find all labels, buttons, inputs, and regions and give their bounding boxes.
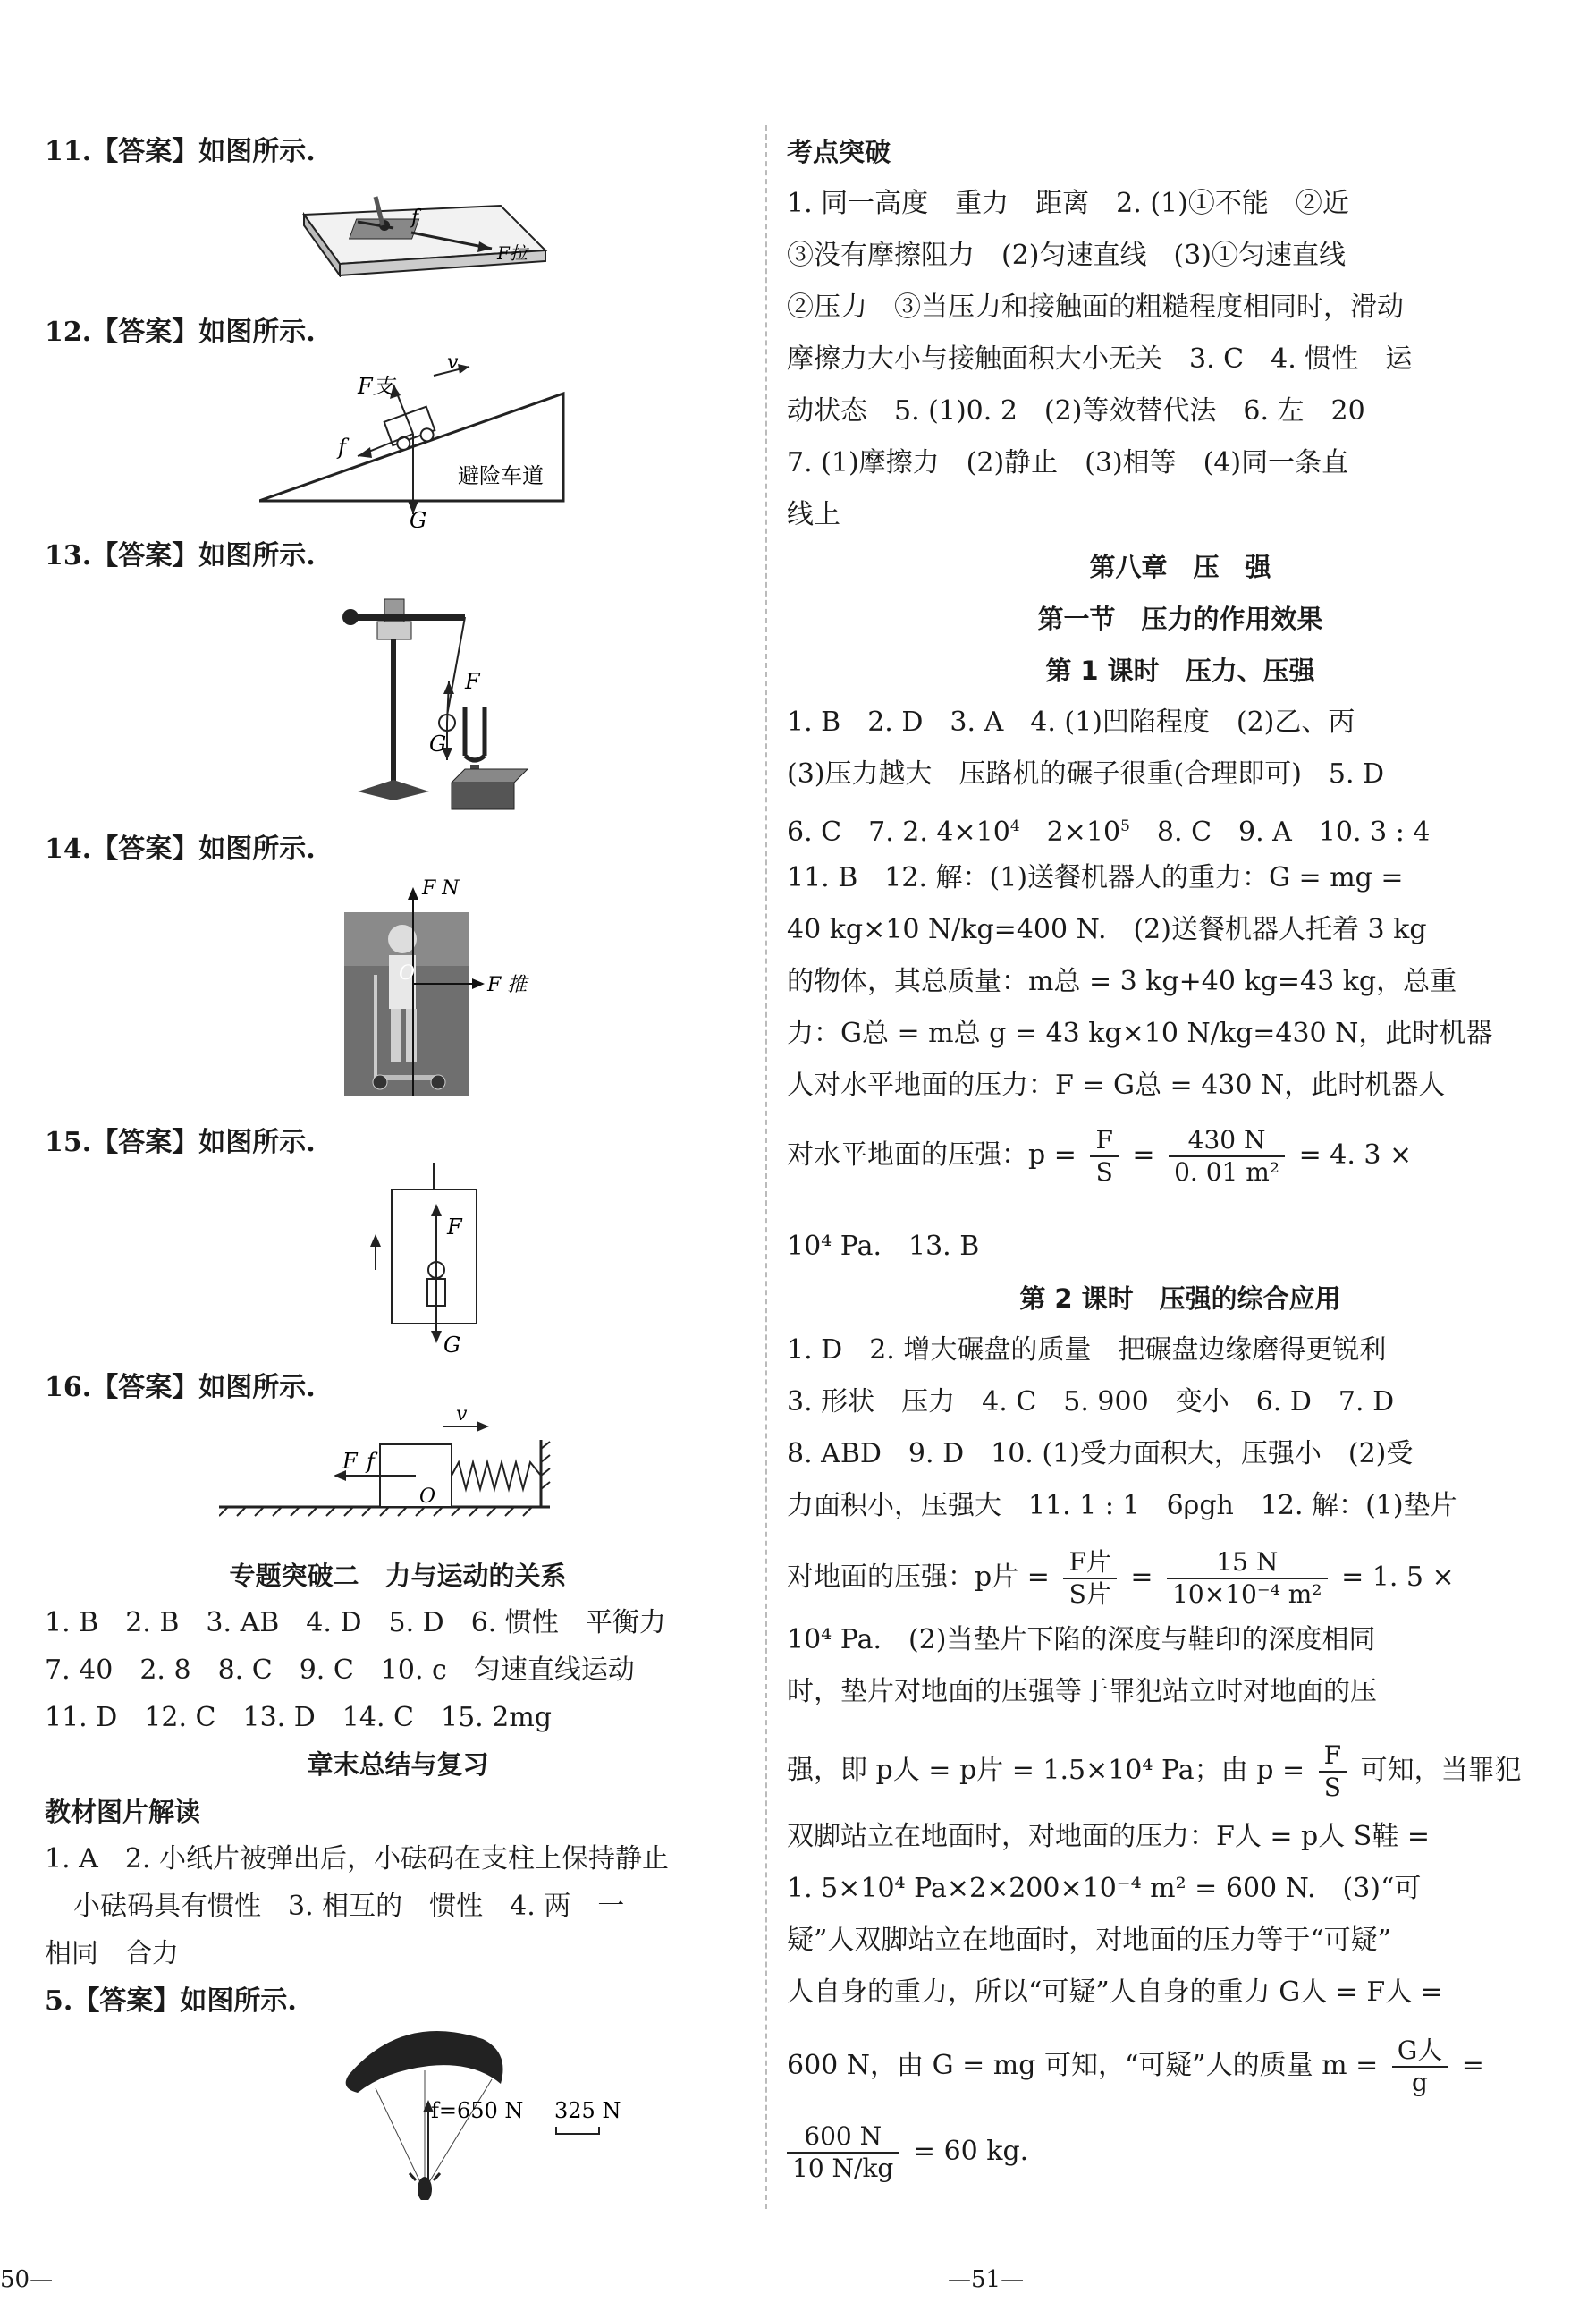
fraction-600N-over-10Nkg: $\frac{600 N}{10 N/kg}$	[787, 2121, 899, 2184]
fig12-G-label: G	[410, 508, 427, 528]
fig13-F-label: F	[465, 669, 480, 694]
lesson1-line-6: 的物体，其总质量：m总 = 3 kg+40 kg=43 kg，总重	[787, 966, 1457, 997]
lesson2-line-10: 1. 5×10⁴ Pa×2×200×10⁻⁴ m² = 600 N. (3)“可	[787, 1873, 1422, 1904]
section-1-title: 第一节 压力的作用效果	[1037, 604, 1323, 634]
fig15-F-label: F	[447, 1214, 462, 1240]
column-divider	[765, 125, 767, 2209]
lesson2-line-11: 疑”人双脚站立在地面时，对地面的压力等于“可疑”	[787, 1925, 1392, 1956]
fig5-scale-label: 325 N	[554, 2098, 621, 2123]
answer-11: 11.【答案】如图所示.	[45, 136, 316, 167]
lesson1-line-8: 人对水平地面的压力：F = G总 = 430 N，此时机器人	[787, 1070, 1446, 1101]
lesson1-line-2: (3)压力越大 压路机的碾子很重(合理即可) 5. D	[787, 758, 1385, 790]
topic2-line-1: 1. B 2. B 3. AB 4. D 5. D 6. 惯性 平衡力	[45, 1607, 666, 1638]
answer-16: 16.【答案】如图所示.	[45, 1372, 316, 1403]
lesson1-line-4: 11. B 12. 解：(1)送餐机器人的重力：G = mg =	[787, 862, 1404, 893]
figure-16-block-and-spring	[219, 1404, 612, 1520]
topic2-line-3: 11. D 12. C 13. D 14. C 15. 2mg	[45, 1702, 552, 1733]
figure-15-person-in-elevator	[331, 1163, 510, 1368]
fig5-f-label: f=650 N	[431, 2098, 524, 2123]
lesson1-line-3: 6. C 7. 2. $4\times 10^4$ $2\times 10^5$ 8. C 9. A 10. 3 : 4	[787, 817, 1431, 848]
figure-11-box-on-table	[286, 179, 554, 277]
fig12-v-label: v	[447, 351, 459, 374]
fraction-430N-over-area: $\frac{430 N}{\text{0. 01 m²}}$	[1169, 1125, 1285, 1188]
textbook-line-2: 小砝码具有惯性 3. 相互的 惯性 4. 两 一	[73, 1891, 625, 1922]
lesson2-line-9: 双脚站立在地面时，对地面的压力：F人 = p人 S鞋 =	[787, 1821, 1430, 1852]
fraction-F-over-S-2: $\frac{F}{S}$	[1319, 1740, 1347, 1803]
figure-12-escape-ramp	[259, 349, 581, 528]
answer-14: 14.【答案】如图所示.	[45, 834, 316, 865]
chapter-8-title: 第八章 压 强	[1089, 552, 1271, 582]
lesson1-line-9-formula: 对水平地面的压强：p = $\frac{F}{S}$ = $\frac{430 N}{\text{0. 01 m²}}$ = 4. 3 ×	[787, 1125, 1413, 1187]
lesson2-line-3: 8. ABD 9. D 10. (1)受力面积大，压强小 (2)受	[787, 1438, 1414, 1469]
lesson2-line-5-formula: 对地面的压强：p片 = $\frac{\text{F片}}{\text{S片}}$ = $\frac{15 N}{\text{10×10⁻⁴ m²}}$ = 1. 5 ×	[787, 1547, 1455, 1609]
textbook-title: 教材图片解读	[45, 1797, 201, 1827]
lesson1-line-1: 1. B 2. D 3. A 4. (1)凹陷程度 (2)乙、丙	[787, 707, 1355, 738]
figure-13-stand-tuning-fork	[295, 581, 563, 823]
figure-14-child-on-scooter	[295, 876, 563, 1109]
textbook-line-1: 1. A 2. 小纸片被弹出后，小砝码在支柱上保持静止	[45, 1843, 669, 1875]
fig16-F-label: F	[342, 1449, 358, 1474]
lesson2-line-8-formula: 强，即 p人 = p片 = 1.5×10⁴ Pa；由 p = $\frac{F}{S}$ 可知，当罪犯	[787, 1740, 1522, 1802]
fig14-O-label: O	[399, 962, 416, 985]
lesson2-line-2: 3. 形状 压力 4. C 5. 900 变小 6. D 7. D	[787, 1386, 1395, 1418]
textbook-line-3: 相同 合力	[45, 1938, 179, 1969]
lesson2-line-4: 力面积小，压强大 11. 1 : 1 6ρgh 12. 解：(1)垫片	[787, 1490, 1457, 1521]
fig16-v-label: v	[456, 1404, 468, 1426]
summary-title: 章末总结与复习	[307, 1749, 489, 1780]
lesson2-line-6: 10⁴ Pa. (2)当垫片下陷的深度与鞋印的深度相同	[787, 1624, 1376, 1655]
lesson2-line-13-formula: 600 N，由 G = mg 可知，“可疑”人的质量 m = $\frac{\text{G人}}{g}$ =	[787, 2035, 1484, 2097]
fig12-road-label: 避险车道	[458, 463, 544, 488]
fraction-Fpian-over-Spian: $\frac{\text{F片}}{\text{S片}}$	[1063, 1547, 1116, 1610]
lesson1-line-10: 10⁴ Pa. 13. B	[787, 1231, 980, 1262]
fig11-F-label: F拉	[497, 242, 528, 264]
fraction-F-over-S: $\frac{F}{S}$	[1090, 1125, 1118, 1188]
lesson2-line-12: 人自身的重力，所以“可疑”人自身的重力 G人 = F人 =	[787, 1976, 1443, 2008]
topic2-title: 专题突破二 力与运动的关系	[229, 1561, 567, 1591]
fig11-f-label: f	[411, 207, 419, 229]
figure-5-parachutist	[322, 2012, 697, 2200]
kaodian-line-4: 摩擦力大小与接触面积大小无关 3. C 4. 惯性 运	[787, 343, 1413, 375]
lesson2-line-1: 1. D 2. 增大碾盘的质量 把碾盘边缘磨得更锐利	[787, 1334, 1387, 1366]
page-number-left: 50—	[0, 2266, 54, 2293]
fig16-O-label: O	[419, 1485, 436, 1508]
kaodian-line-2: ③没有摩擦阻力 (2)匀速直线 (3)①匀速直线	[787, 240, 1346, 271]
fraction-15N-over-area: $\frac{15 N}{\text{10×10⁻⁴ m²}}$	[1167, 1547, 1327, 1610]
fig15-G-label: G	[443, 1333, 461, 1358]
lesson1-line-5: 40 kg×10 N/kg=400 N. (2)送餐机器人托着 3 kg	[787, 914, 1427, 945]
kaodian-title: 考点突破	[787, 137, 891, 167]
fraction-G-over-g: $\frac{\text{G人}}{g}$	[1392, 2035, 1448, 2098]
topic2-line-2: 7. 40 2. 8 8. C 9. C 10. c 匀速直线运动	[45, 1655, 635, 1686]
kaodian-line-7: 线上	[787, 499, 840, 530]
fig16-f-label: f	[367, 1449, 375, 1474]
answer-5: 5.【答案】如图所示.	[45, 1985, 297, 2017]
lesson-1-title: 第 1 课时 压力、压强	[1045, 656, 1315, 686]
answer-12: 12.【答案】如图所示.	[45, 317, 316, 348]
kaodian-line-5: 动状态 5. (1)0. 2 (2)等效替代法 6. 左 20	[787, 395, 1365, 427]
fig12-f-label: f	[338, 435, 346, 460]
lesson2-line-14-formula: $\frac{600 N}{10 N/kg}$ = 60 kg.	[787, 2121, 1028, 2184]
page-number-right: —51—	[948, 2266, 1025, 2293]
kaodian-line-1: 1. 同一高度 重力 距离 2. (1)①不能 ②近	[787, 188, 1349, 219]
kaodian-line-6: 7. (1)摩擦力 (2)静止 (3)相等 (4)同一条直	[787, 447, 1349, 478]
fig12-Fsupport-label: F支	[358, 374, 394, 399]
answer-13: 13.【答案】如图所示.	[45, 540, 316, 571]
fig14-FN-label: F N	[422, 877, 460, 900]
answer-15: 15.【答案】如图所示.	[45, 1127, 316, 1158]
fig14-Fpush-label: F 推	[487, 974, 528, 996]
fig13-G-label: G	[429, 732, 447, 757]
kaodian-line-3: ②压力 ③当压力和接触面的粗糙程度相同时，滑动	[787, 292, 1404, 323]
lesson2-line-7: 时，垫片对地面的压强等于罪犯站立时对地面的压	[787, 1676, 1377, 1707]
lesson1-line-7: 力：G总 = m总 g = 43 kg×10 N/kg=430 N，此时机器	[787, 1018, 1493, 1049]
lesson-2-title: 第 2 课时 压强的综合应用	[1019, 1283, 1341, 1314]
